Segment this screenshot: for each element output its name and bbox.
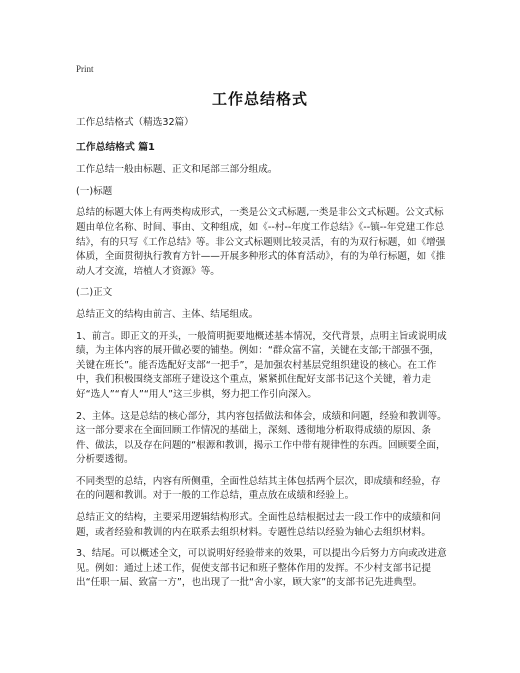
subsection-heading: (二)正文 <box>76 287 113 299</box>
section-heading: 工作总结格式 篇1 <box>76 141 155 153</box>
paragraph: 总结正文的结构，主要采用逻辑结构形式。全面性总结根据过去一段工作中的成绩和问题，或者经验和教训的内在联系去组织材料。专题性总结以经验为轴心去组织材料。 <box>76 512 441 538</box>
paragraph: 2、主体。这是总结的核心部分，其内容包括做法和体会，成绩和问题，经验和教训等。这一部分要求在全面回顾工作情况的基础上，深刻、透彻地分析取得成绩的原因、条件、做法，以及存在问题的“根源和教训，揭示工作中带有规律性的东西。回顾要全面，分析要透彻。 <box>76 410 447 466</box>
subsection-heading: (一)标题 <box>76 185 113 197</box>
paragraph: 总结正文的结构由前言、主体、结尾组成。 <box>76 308 259 320</box>
paragraph: 1、前言。即正文的开头，一般简明扼要地概述基本情况，交代背景，点明主旨或说明成绩，为主体内容的展开做必要的铺垫。例如：“群众富不富，关键在支部;干部强不强，关键在班长”。能否选配好支部“一把手”，是加强农村基层党组织建设的核心。在工作中，我们积极围绕支部班子建设这个重点，紧紧抓住配好支部书记这个关键，着力走好“选人”“育人”“用人”这三步棋，努力把工作引向深入。 <box>76 330 447 400</box>
content-blocks <box>76 163 448 591</box>
document-body <box>76 116 448 598</box>
paragraph: 3、结尾。可以概述全文，可以说明好经验带来的效果，可以提出今后努力方向或改进意见。例如：通过上述工作，促使支部书记和班子整体作用的发挥。不少村支部书记提出“任职一届、致富一方”，也出现了一批“舍小家，顾大家”的支部书记先进典型。 <box>76 548 447 589</box>
paragraph: 不同类型的总结，内容有所侧重，全面性总结其主体包括两个层次，即成绩和经验，存在的问题和教训。对于一般的工作总结，重点放在成绩和经验上。 <box>76 475 441 502</box>
paragraph: 总结的标题大体上有两类构成形式，一类是公文式标题,一类是非公文式标题。公文式标题由单位名称、时间、事由、文种组成，如《--村--年度工作总结》《--镇--年党建工作总结》，有的只写《工作总结》等。非公文式标题则比较灵活，有的为双行标题，如《增强体质，全面贯彻执行教育方针——开展多种形式的体育活动》，有的为单行标题，如《推动人才交流，培植人才资源》等。 <box>76 207 446 277</box>
page-title: 工作总结格式 <box>211 90 308 108</box>
document-subtitle: 工作总结格式（精选32篇） <box>76 117 194 128</box>
paragraph: 工作总结一般由标题、正文和尾部三部分组成。 <box>76 164 278 176</box>
print-label[interactable]: Print <box>76 64 94 74</box>
